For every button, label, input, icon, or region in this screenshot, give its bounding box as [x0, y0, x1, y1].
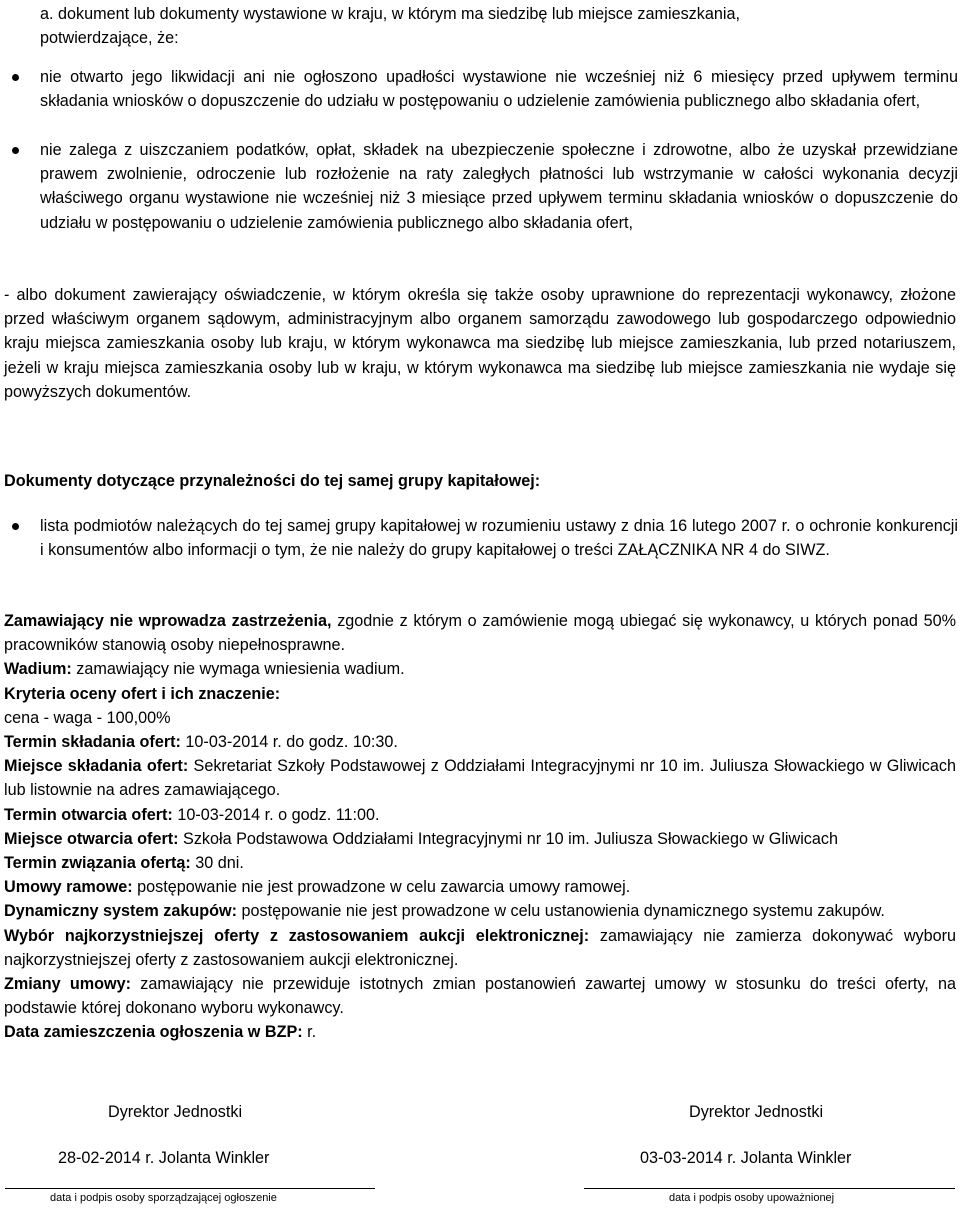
section-a-text: [40, 2, 956, 50]
detail-dynamiczny-system: Dynamiczny system zakupów: postępowanie nie jest prowadzone w celu ustanowienia dynamicznego systemu zakupów.: [4, 902, 885, 921]
detail-data-zamieszczenia: Data zamieszczenia ogłoszenia w BZP: r.: [4, 1023, 317, 1042]
detail-miejsce-otwarcia: Miejsce otwarcia ofert: Szkoła Podstawowa Oddziałami Integracyjnymi nr 10 im. Juliusza Słowackiego w Gliwicach: [4, 829, 838, 848]
bullet-dot-icon: [12, 147, 19, 154]
signature-left-title: Dyrektor Jednostki: [108, 1103, 243, 1121]
heading-text: Dokumenty dotyczące przynależności do tej samej grupy kapitałowej:: [4, 472, 541, 490]
signature-left-name: 28-02-2014 r. Jolanta Winkler: [58, 1149, 270, 1167]
bullet-dot-icon: [12, 74, 19, 81]
paragraph-oswiadczenie: [4, 283, 956, 404]
detail-kryteria: Kryteria oceny ofert i ich znaczenie:: [4, 684, 281, 703]
signature-line-left: [5, 1188, 375, 1189]
signature-right-title: Dyrektor Jednostki: [689, 1103, 824, 1121]
signature-right-name: 03-03-2014 r. Jolanta Winkler: [640, 1149, 852, 1167]
bullet-text: lista podmiotów należących do tej samej grupy kapitałowej w rozumieniu ustawy z dnia 16 lutego 2007 r. o ochronie konkurencji i konsumentów albo informacji o tym, że nie należy do grupy kapitałowej o treści ZAŁĄCZNIKA NR 4 do SIWZ.: [40, 517, 958, 560]
detail-termin-skladania: Termin składania ofert: 10-03-2014 r. do godz. 10:30.: [4, 733, 398, 752]
bullet-dot-icon: [12, 523, 19, 530]
detail-wadium: Wadium: zamawiający nie wymaga wniesienia wadium.: [4, 660, 405, 679]
details-list: [4, 609, 956, 1045]
section-heading: [4, 469, 956, 493]
text-line: potwierdzające, że:: [40, 29, 179, 48]
detail-umowy-ramowe: Umowy ramowe: postępowanie nie jest prowadzone w celu zawarcia umowy ramowej.: [4, 878, 631, 897]
signature-left-caption: data i podpis osoby sporządzającej ogłoszenie: [50, 1192, 277, 1204]
detail-termin-zwiazania: Termin związania ofertą: 30 dni.: [4, 854, 244, 873]
detail-zmiany-umowy: Zmiany umowy: zamawiający nie przewiduje istotnych zmian postanowień zawartej umowy w stosunku do treści oferty, na podstawie której dokonano wyboru wykonawcy.: [4, 975, 957, 1018]
bullet-text: nie zalega z uiszczaniem podatków, opłat, składek na ubezpieczenie społeczne i zdrowotne, albo że uzyskał przewidziane prawem zwolnienie, odroczenie lub rozłożenie na raty zaległych płatności lub wstrzymanie w całości wykonania decyzji właściwego organu wystawione nie wcześniej niż 3 miesiące przed upływem terminu składania wniosków o dopuszczenie do udziału w postępowaniu o udzielenie zamówienia publicznego albo składania ofert,: [40, 141, 958, 232]
detail-aukcja: Wybór najkorzystniejszej oferty z zastosowaniem aukcji elektronicznej: zamawiający nie zamierza dokonywać wyboru najkorzystniejszej oferty z zastosowaniem aukcji elektronicznej.: [4, 926, 956, 969]
bullet-item: [40, 514, 958, 562]
signature-right-caption: data i podpis osoby upoważnionej: [669, 1192, 835, 1204]
detail-miejsce-skladania: Miejsce składania ofert: Sekretariat Szkoły Podstawowej z Oddziałami Integracyjnymi nr 10 im. Juliusza Słowackiego w Gliwicach lub listownie na adres zamawiającego.: [4, 757, 957, 800]
bullet-item: [40, 65, 958, 113]
paragraph-text: - albo dokument zawierający oświadczenie, w którym określa się także osoby uprawnione do reprezentacji wykonawcy, złożone przed właściwym organem sądowym, administracyjnym albo organem samorządu zawodowego lub gospodarczego odpowiednio kraju miejsca zamieszkania osoby lub kraju, w którym wykonawca ma siedzibę lub miejsce zamieszkania, lub przed notariuszem, jeżeli w kraju miejsca zamieszkania osoby lub w kraju, w którym wykonawca ma siedzibę lub miejsce zamieszkania nie wydaje się powyższych dokumentów.: [4, 286, 956, 401]
text-line: a. dokument lub dokumenty wystawione w kraju, w którym ma siedzibę lub miejsce zamieszkania,: [40, 5, 740, 23]
detail-cena: cena - waga - 100,00%: [4, 708, 171, 727]
bullet-item: [40, 138, 958, 235]
detail-zastrzezenia: Zamawiający nie wprowadza zastrzeżenia, zgodnie z którym o zamówienie mogą ubiegać się wykonawcy, u których ponad 50% pracowników stanowią osoby niepełnosprawne.: [4, 612, 956, 655]
detail-termin-otwarcia: Termin otwarcia ofert: 10-03-2014 r. o godz. 11:00.: [4, 805, 380, 824]
bullet-text: nie otwarto jego likwidacji ani nie ogłoszono upadłości wystawione nie wcześniej niż 6 miesięcy przed upływem terminu składania wniosków o dopuszczenie do udziału w postępowaniu o udzielenie zamówienia publicznego albo składania ofert,: [40, 68, 958, 111]
signature-line-right: [584, 1188, 955, 1189]
